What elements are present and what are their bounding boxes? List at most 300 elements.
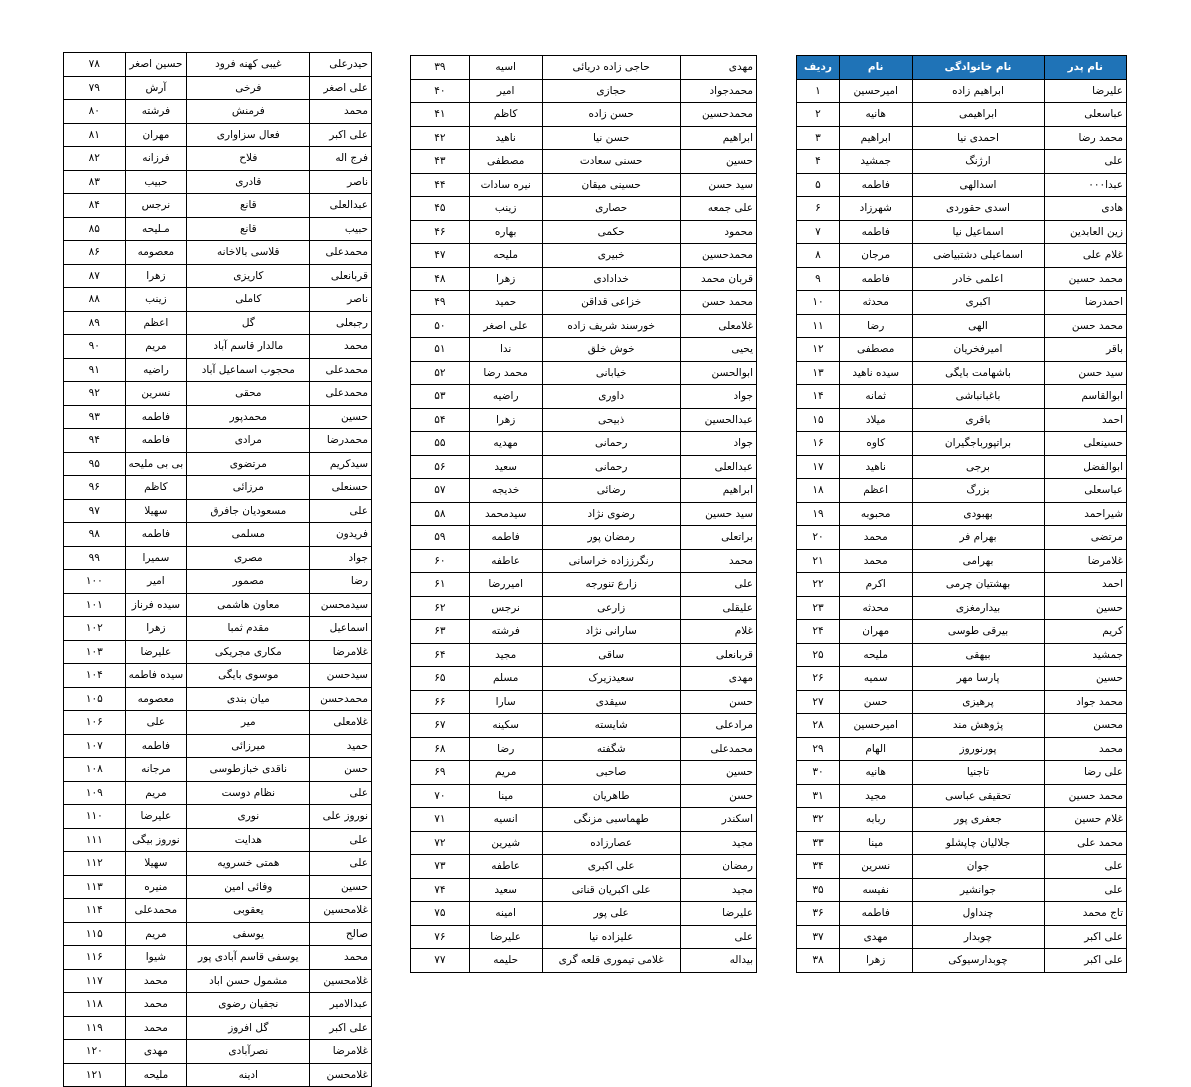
- first-name-cell: امیررضا: [469, 573, 542, 597]
- father-name-cell: علی جمعه: [680, 197, 756, 221]
- father-name-cell: محسن: [1044, 714, 1127, 738]
- father-name-cell: مجید: [680, 878, 756, 902]
- first-name-cell: مسلم: [469, 667, 542, 691]
- first-name-cell: محمدعلی: [125, 899, 187, 923]
- family-name-cell: طاهریان: [542, 784, 680, 808]
- family-name-cell: وفائی امین: [187, 875, 310, 899]
- family-name-cell: اسدالهی: [912, 173, 1044, 197]
- first-name-cell: بی بی ملیحه: [125, 452, 187, 476]
- father-name-cell: اسماعیل: [310, 617, 372, 641]
- family-name-cell: ساقی: [542, 643, 680, 667]
- first-name-cell: امیر: [125, 570, 187, 594]
- family-name-cell: محجوب اسماعیل آباد: [187, 358, 310, 382]
- father-name-cell: علی اکبر: [310, 123, 372, 147]
- row-number-cell: ۲۶: [797, 667, 840, 691]
- family-name-cell: باقری: [912, 408, 1044, 432]
- family-name-cell: مرزائی: [187, 476, 310, 500]
- first-name-cell: مهران: [839, 620, 912, 644]
- family-name-cell: برجی: [912, 455, 1044, 479]
- family-name-cell: قلاسی بالاخانه: [187, 241, 310, 265]
- table-row: [411, 643, 757, 667]
- table-row: [411, 526, 757, 550]
- father-name-cell: حمید: [310, 734, 372, 758]
- family-name-cell: جوانشیر: [912, 878, 1044, 902]
- first-name-cell: حبیب: [125, 170, 187, 194]
- table-row: [64, 593, 372, 617]
- table-row: [64, 452, 372, 476]
- father-name-cell: محمد حسین: [1044, 267, 1127, 291]
- table-row: [411, 855, 757, 879]
- first-name-cell: حلیمه: [469, 949, 542, 973]
- row-number-cell: ۲۲: [797, 573, 840, 597]
- table-row: [411, 761, 757, 785]
- row-number-cell: ۸۷: [64, 264, 126, 288]
- roster-table-3: [63, 52, 372, 1087]
- first-name-cell: سارا: [469, 690, 542, 714]
- first-name-cell: علیرضا: [125, 805, 187, 829]
- row-number-cell: ۷۵: [411, 902, 470, 926]
- row-number-cell: ۱۰۸: [64, 758, 126, 782]
- row-number-cell: ۶۲: [411, 596, 470, 620]
- table-row: [411, 455, 757, 479]
- row-number-cell: ۱۱۸: [64, 993, 126, 1017]
- row-number-cell: ۱۱۷: [64, 969, 126, 993]
- table-row: [797, 902, 1127, 926]
- table-row: [797, 784, 1127, 808]
- table-row: [411, 126, 757, 150]
- family-name-cell: کاریزی: [187, 264, 310, 288]
- family-name-cell: ابراهیم زاده: [912, 79, 1044, 103]
- first-name-cell: فاطمه: [469, 526, 542, 550]
- father-name-cell: علی: [680, 573, 756, 597]
- row-number-cell: ۵۱: [411, 338, 470, 362]
- first-name-cell: رضا: [469, 737, 542, 761]
- father-name-cell: جواد: [680, 432, 756, 456]
- table-row: [797, 338, 1127, 362]
- father-name-cell: محمدرضا: [310, 429, 372, 453]
- family-name-cell: حکمی: [542, 220, 680, 244]
- row-number-cell: ۱۰۹: [64, 781, 126, 805]
- first-name-cell: اسیه: [469, 56, 542, 80]
- family-name-cell: رضوی نژاد: [542, 502, 680, 526]
- table-row: [797, 126, 1127, 150]
- table-row: [797, 385, 1127, 409]
- table-row: [64, 194, 372, 218]
- family-name-cell: نظام دوست: [187, 781, 310, 805]
- first-name-cell: امینه: [469, 902, 542, 926]
- table-row: [797, 925, 1127, 949]
- family-name-cell: چوبدار: [912, 925, 1044, 949]
- first-name-cell: مجید: [839, 784, 912, 808]
- row-number-cell: ۴۴: [411, 173, 470, 197]
- father-name-cell: حسین: [310, 875, 372, 899]
- father-name-cell: عبدالعلی: [310, 194, 372, 218]
- table-row: [411, 314, 757, 338]
- family-name-cell: زارعی: [542, 596, 680, 620]
- first-name-cell: فاطمه: [839, 220, 912, 244]
- first-name-cell: مهدیه: [469, 432, 542, 456]
- father-name-cell: غلامحسین: [310, 969, 372, 993]
- row-number-cell: ۹۷: [64, 499, 126, 523]
- father-name-cell: غلامرضا: [310, 640, 372, 664]
- father-name-cell: محمدحسین: [680, 244, 756, 268]
- family-name-cell: پژوهش مند: [912, 714, 1044, 738]
- row-number-cell: ۱۹: [797, 502, 840, 526]
- row-number-cell: ۱۰۳: [64, 640, 126, 664]
- father-name-cell: محمد حسن: [1044, 314, 1127, 338]
- row-number-cell: ۵۴: [411, 408, 470, 432]
- family-name-cell: نصرآبادی: [187, 1040, 310, 1064]
- first-name-cell: ربابه: [839, 808, 912, 832]
- table-row: [797, 690, 1127, 714]
- table-row: [64, 640, 372, 664]
- header-first-name: نام: [839, 56, 912, 80]
- row-number-cell: ۶۶: [411, 690, 470, 714]
- first-name-cell: فاطمه: [125, 523, 187, 547]
- row-number-cell: ۵۶: [411, 455, 470, 479]
- table-row: [411, 267, 757, 291]
- table-row: [797, 737, 1127, 761]
- table-row: [64, 335, 372, 359]
- first-name-cell: آرش: [125, 76, 187, 100]
- table-row: [411, 408, 757, 432]
- row-number-cell: ۷۴: [411, 878, 470, 902]
- table-row: [64, 170, 372, 194]
- first-name-cell: عاطفه: [469, 855, 542, 879]
- table-row: [797, 667, 1127, 691]
- table-row: [411, 878, 757, 902]
- family-name-cell: داوری: [542, 385, 680, 409]
- father-name-cell: غلام علی: [1044, 244, 1127, 268]
- family-name-cell: کاملی: [187, 288, 310, 312]
- father-name-cell: سید حسن: [680, 173, 756, 197]
- first-name-cell: اعظم: [839, 479, 912, 503]
- table-row: [411, 385, 757, 409]
- table-row: [797, 361, 1127, 385]
- father-name-cell: رضا: [310, 570, 372, 594]
- first-name-cell: سیدمحمد: [469, 502, 542, 526]
- row-number-cell: ۸۱: [64, 123, 126, 147]
- row-number-cell: ۷۳: [411, 855, 470, 879]
- first-name-cell: محبوبه: [839, 502, 912, 526]
- family-name-cell: محقی: [187, 382, 310, 406]
- row-number-cell: ۱۲۱: [64, 1063, 126, 1087]
- table-row: [64, 76, 372, 100]
- row-number-cell: ۶۸: [411, 737, 470, 761]
- first-name-cell: راضیه: [469, 385, 542, 409]
- family-name-cell: حسینی میقان: [542, 173, 680, 197]
- father-name-cell: محمد جواد: [1044, 690, 1127, 714]
- row-number-cell: ۷۶: [411, 925, 470, 949]
- row-number-cell: ۹: [797, 267, 840, 291]
- family-name-cell: شگفته: [542, 737, 680, 761]
- first-name-cell: مـلیحه: [125, 217, 187, 241]
- father-name-cell: محمد حسن: [680, 291, 756, 315]
- father-name-cell: محمدحسین: [680, 103, 756, 127]
- father-name-cell: محمد: [310, 946, 372, 970]
- row-number-cell: ۷۲: [411, 831, 470, 855]
- row-number-cell: ۴: [797, 150, 840, 174]
- father-name-cell: قربانعلی: [310, 264, 372, 288]
- father-name-cell: مهدی: [680, 667, 756, 691]
- table-row: [797, 79, 1127, 103]
- first-name-cell: محمد: [125, 993, 187, 1017]
- family-name-cell: نوری: [187, 805, 310, 829]
- family-name-cell: خوش خلق: [542, 338, 680, 362]
- row-number-cell: ۱۰۴: [64, 664, 126, 688]
- first-name-cell: سکینه: [469, 714, 542, 738]
- row-number-cell: ۳۲: [797, 808, 840, 832]
- table-row: [64, 264, 372, 288]
- first-name-cell: فاطمه: [125, 405, 187, 429]
- table-row: [411, 56, 757, 80]
- table-row: [411, 902, 757, 926]
- row-number-cell: ۸۶: [64, 241, 126, 265]
- row-number-cell: ۶۷: [411, 714, 470, 738]
- table-row: [411, 338, 757, 362]
- first-name-cell: انسیه: [469, 808, 542, 832]
- first-name-cell: ناهید: [839, 455, 912, 479]
- table-row: [797, 197, 1127, 221]
- row-number-cell: ۱: [797, 79, 840, 103]
- family-name-cell: تحقیقی عباسی: [912, 784, 1044, 808]
- family-name-cell: تاجنیا: [912, 761, 1044, 785]
- family-name-cell: سیقدی: [542, 690, 680, 714]
- father-name-cell: عبدالعلی: [680, 455, 756, 479]
- family-name-cell: طهماسبی مزنگی: [542, 808, 680, 832]
- father-name-cell: عباسعلی: [1044, 479, 1127, 503]
- first-name-cell: سعید: [469, 878, 542, 902]
- first-name-cell: سیده ناهید: [839, 361, 912, 385]
- table-row: [797, 526, 1127, 550]
- father-name-cell: محمدعلی: [310, 241, 372, 265]
- father-name-cell: غلامرضا: [310, 1040, 372, 1064]
- first-name-cell: مصطفی: [469, 150, 542, 174]
- row-number-cell: ۴۷: [411, 244, 470, 268]
- row-number-cell: ۳۸: [797, 949, 840, 973]
- father-name-cell: علی: [680, 925, 756, 949]
- row-number-cell: ۹۸: [64, 523, 126, 547]
- first-name-cell: مریم: [125, 335, 187, 359]
- first-name-cell: حمید: [469, 291, 542, 315]
- family-name-cell: مصمور: [187, 570, 310, 594]
- first-name-cell: ندا: [469, 338, 542, 362]
- first-name-cell: امیرحسین: [839, 714, 912, 738]
- father-name-cell: احمد: [1044, 408, 1127, 432]
- table-row: [64, 828, 372, 852]
- row-number-cell: ۳۷: [797, 925, 840, 949]
- table-row: [64, 570, 372, 594]
- family-name-cell: اعلمی خادر: [912, 267, 1044, 291]
- family-name-cell: مشمول حسن اباد: [187, 969, 310, 993]
- father-name-cell: عبدالحسین: [680, 408, 756, 432]
- father-name-cell: حسین: [1044, 596, 1127, 620]
- row-number-cell: ۶۵: [411, 667, 470, 691]
- row-number-cell: ۹۴: [64, 429, 126, 453]
- family-name-cell: الهی: [912, 314, 1044, 338]
- father-name-cell: فریدون: [310, 523, 372, 547]
- father-name-cell: علیرضا: [680, 902, 756, 926]
- row-number-cell: ۳۱: [797, 784, 840, 808]
- first-name-cell: محدثه: [839, 596, 912, 620]
- first-name-cell: ابراهیم: [839, 126, 912, 150]
- first-name-cell: امیر: [469, 79, 542, 103]
- table-row: [411, 925, 757, 949]
- row-number-cell: ۹۱: [64, 358, 126, 382]
- row-number-cell: ۲۵: [797, 643, 840, 667]
- family-name-cell: فرمنش: [187, 100, 310, 124]
- family-name-cell: همتی خسرویه: [187, 852, 310, 876]
- table-row: [411, 361, 757, 385]
- father-name-cell: احمد: [1044, 573, 1127, 597]
- row-number-cell: ۸۰: [64, 100, 126, 124]
- family-name-cell: پرهیزی: [912, 690, 1044, 714]
- family-name-cell: حجازی: [542, 79, 680, 103]
- row-number-cell: ۱۱۲: [64, 852, 126, 876]
- first-name-cell: رضا: [839, 314, 912, 338]
- family-name-cell: خبیری: [542, 244, 680, 268]
- first-name-cell: مرجانه: [125, 758, 187, 782]
- father-name-cell: علی اصغر: [310, 76, 372, 100]
- father-name-cell: ناصر: [310, 170, 372, 194]
- row-number-cell: ۱۰۲: [64, 617, 126, 641]
- family-name-cell: جعفری پور: [912, 808, 1044, 832]
- father-name-cell: عبدالامیر: [310, 993, 372, 1017]
- header-father-name: نام پدر: [1044, 56, 1127, 80]
- family-name-cell: مالدار قاسم آباد: [187, 335, 310, 359]
- row-number-cell: ۱۶: [797, 432, 840, 456]
- table-row: [797, 267, 1127, 291]
- row-number-cell: ۳۶: [797, 902, 840, 926]
- father-name-cell: جواد: [680, 385, 756, 409]
- family-name-cell: سعیدزیرک: [542, 667, 680, 691]
- family-name-cell: براتپورباجگیران: [912, 432, 1044, 456]
- father-name-cell: قربانعلی: [680, 643, 756, 667]
- first-name-cell: علیرضا: [469, 925, 542, 949]
- table-row: [64, 993, 372, 1017]
- first-name-cell: سیده فاطمه: [125, 664, 187, 688]
- father-name-cell: کریم: [1044, 620, 1127, 644]
- family-name-cell: یوسفی: [187, 922, 310, 946]
- table-row: [64, 922, 372, 946]
- family-name-cell: فرخی: [187, 76, 310, 100]
- table-row: [411, 737, 757, 761]
- row-number-cell: ۱۰: [797, 291, 840, 315]
- table-row: [797, 761, 1127, 785]
- table-row: [64, 123, 372, 147]
- row-number-cell: ۴۵: [411, 197, 470, 221]
- table-row: [411, 549, 757, 573]
- table-row: [64, 687, 372, 711]
- family-name-cell: غیبی کهنه فرود: [187, 53, 310, 77]
- table-row: [64, 358, 372, 382]
- first-name-cell: فاطمه: [839, 267, 912, 291]
- header-row-number: ردیف: [797, 56, 840, 80]
- row-number-cell: ۹۹: [64, 546, 126, 570]
- father-name-cell: قربان محمد: [680, 267, 756, 291]
- row-number-cell: ۶۳: [411, 620, 470, 644]
- table-row: [64, 429, 372, 453]
- first-name-cell: مصطفی: [839, 338, 912, 362]
- row-number-cell: ۴۱: [411, 103, 470, 127]
- table-row: [797, 479, 1127, 503]
- roster-table-2: [410, 55, 757, 973]
- father-name-cell: عبدا۰۰۰: [1044, 173, 1127, 197]
- father-name-cell: زین العابدین: [1044, 220, 1127, 244]
- first-name-cell: هانیه: [839, 761, 912, 785]
- row-number-cell: ۵۸: [411, 502, 470, 526]
- first-name-cell: شیرین: [469, 831, 542, 855]
- family-name-cell: خزاعی قداقن: [542, 291, 680, 315]
- row-number-cell: ۵۵: [411, 432, 470, 456]
- father-name-cell: صالح: [310, 922, 372, 946]
- table-row: [797, 455, 1127, 479]
- first-name-cell: شیوا: [125, 946, 187, 970]
- table-row: [797, 549, 1127, 573]
- table-row: [411, 432, 757, 456]
- family-name-cell: میان بندی: [187, 687, 310, 711]
- table-row: [64, 1040, 372, 1064]
- first-name-cell: مهدی: [125, 1040, 187, 1064]
- table-row: [411, 784, 757, 808]
- family-name-cell: مرادی: [187, 429, 310, 453]
- table-row: [797, 714, 1127, 738]
- father-name-cell: محمدعلی: [310, 382, 372, 406]
- first-name-cell: فاطمه: [839, 902, 912, 926]
- family-name-cell: قانع: [187, 217, 310, 241]
- father-name-cell: محمد: [680, 549, 756, 573]
- row-number-cell: ۶۴: [411, 643, 470, 667]
- first-name-cell: مریم: [125, 922, 187, 946]
- first-name-cell: زهرا: [125, 617, 187, 641]
- first-name-cell: نسرین: [125, 382, 187, 406]
- father-name-cell: علی: [1044, 855, 1127, 879]
- father-name-cell: مرادعلی: [680, 714, 756, 738]
- first-name-cell: زینب: [125, 288, 187, 312]
- family-name-cell: زارع تنورجه: [542, 573, 680, 597]
- table-row: [64, 946, 372, 970]
- first-name-cell: راضیه: [125, 358, 187, 382]
- table-row: [797, 949, 1127, 973]
- father-name-cell: جمشید: [1044, 643, 1127, 667]
- first-name-cell: مینا: [469, 784, 542, 808]
- table-row: [64, 241, 372, 265]
- row-number-cell: ۲۱: [797, 549, 840, 573]
- father-name-cell: سیدحسن: [310, 664, 372, 688]
- first-name-cell: هانیه: [839, 103, 912, 127]
- row-number-cell: ۱۱۰: [64, 805, 126, 829]
- family-name-cell: بهبودی: [912, 502, 1044, 526]
- father-name-cell: علیرضا: [1044, 79, 1127, 103]
- row-number-cell: ۹۳: [64, 405, 126, 429]
- row-number-cell: ۹۶: [64, 476, 126, 500]
- father-name-cell: علی: [310, 781, 372, 805]
- first-name-cell: فرزانه: [125, 147, 187, 171]
- row-number-cell: ۸۳: [64, 170, 126, 194]
- family-name-cell: هدایت: [187, 828, 310, 852]
- first-name-cell: فاطمه: [125, 429, 187, 453]
- father-name-cell: علی اکبر: [1044, 925, 1127, 949]
- father-name-cell: محمد رضا: [1044, 126, 1127, 150]
- row-number-cell: ۱۰۷: [64, 734, 126, 758]
- table-row: [797, 432, 1127, 456]
- first-name-cell: محمد رضا: [469, 361, 542, 385]
- father-name-cell: ناصر: [310, 288, 372, 312]
- family-name-cell: میرزائی: [187, 734, 310, 758]
- first-name-cell: محمد: [125, 1016, 187, 1040]
- first-name-cell: کاظم: [469, 103, 542, 127]
- father-name-cell: حسین: [310, 405, 372, 429]
